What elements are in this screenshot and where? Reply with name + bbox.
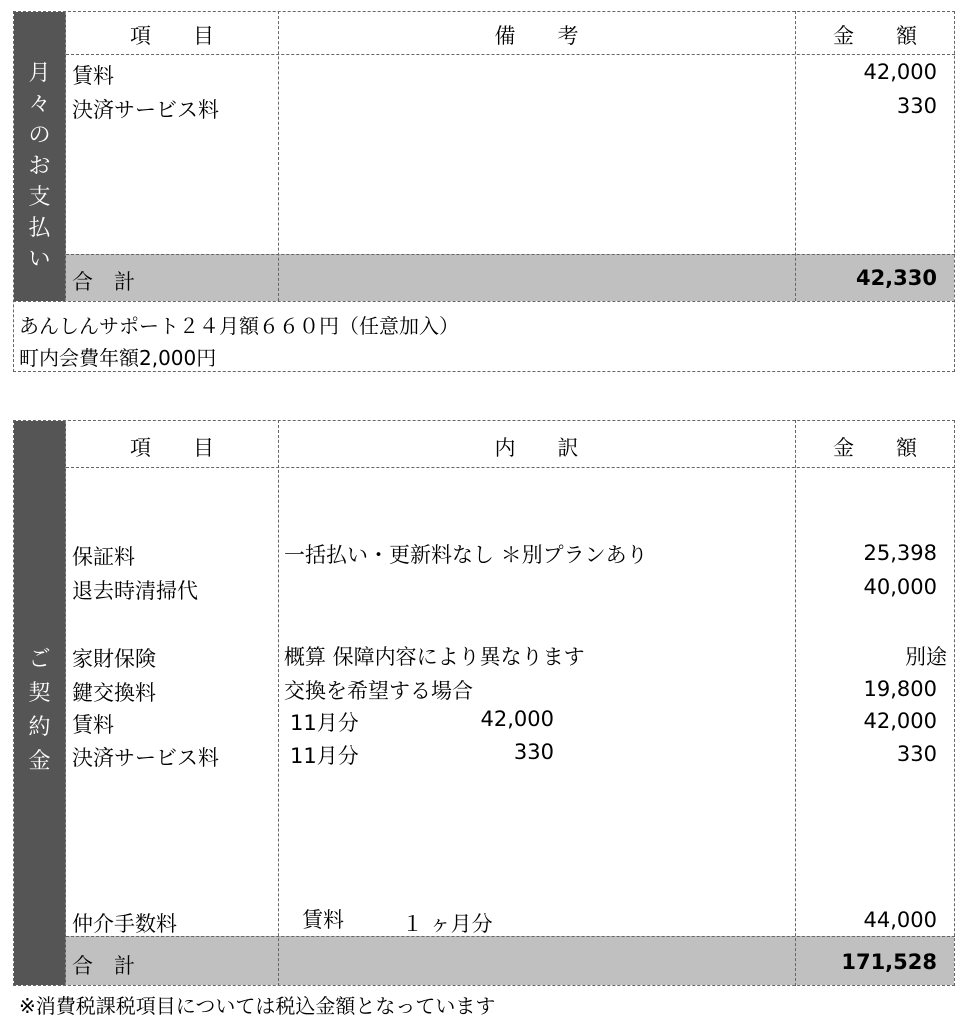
contract-row-detail: 11月分 xyxy=(290,711,359,735)
contract-row-detail: 賃料 xyxy=(302,908,344,932)
monthly-row-item: 賃料 xyxy=(72,64,114,88)
monthly-header-amount: 金 額 xyxy=(833,24,917,48)
contract-header-detail: 内 訳 xyxy=(494,436,579,460)
monthly-row-amount: 42,000 xyxy=(863,60,937,84)
side-char: の xyxy=(28,123,51,148)
contract-header-amount: 金 額 xyxy=(833,436,917,460)
contract-side-label xyxy=(14,421,66,985)
contract-row-amount: 330 xyxy=(896,742,937,766)
monthly-note: 町内会費年額2,000円 xyxy=(19,346,217,370)
contract-row-detail: 一括払い・更新料なし ＊別プランあり xyxy=(284,543,648,567)
contract-row-amount: 42,000 xyxy=(863,709,937,733)
contract-row-item: 仲介手数料 xyxy=(72,912,177,936)
side-char: ご xyxy=(28,647,51,672)
contract-row-amount: 44,000 xyxy=(863,908,937,932)
contract-row-amount: 別途 xyxy=(905,645,947,669)
contract-row-item: 家財保険 xyxy=(72,647,156,671)
monthly-side-label xyxy=(14,12,66,301)
contract-row-detail: 交換を希望する場合 xyxy=(284,679,473,703)
side-char: 々 xyxy=(28,92,51,117)
monthly-row-item: 決済サービス料 xyxy=(72,98,219,122)
contract-row-item: 賃料 xyxy=(72,713,114,737)
contract-row-detail-amount: 42,000 xyxy=(480,707,554,731)
contract-row-amount: 40,000 xyxy=(863,575,937,599)
side-char: 払 xyxy=(28,216,51,241)
contract-row-detail: 概算 保障内容により異なります xyxy=(284,645,585,669)
contract-row-amount: 19,800 xyxy=(863,677,937,701)
contract-row-detail-amount: 330 xyxy=(513,740,554,764)
contract-row-item: 保証料 xyxy=(72,545,135,569)
footnote: ※消費税課税項目については税込金額となっています xyxy=(19,994,496,1018)
monthly-row-amount: 330 xyxy=(896,94,937,118)
contract-total-amount: 171,528 xyxy=(841,950,937,974)
contract-row-item: 鍵交換料 xyxy=(72,681,156,705)
contract-row-detail: 11月分 xyxy=(290,744,359,768)
side-char: 金 xyxy=(28,749,51,774)
monthly-total-amount: 42,330 xyxy=(855,266,937,290)
side-char: 約 xyxy=(28,715,51,740)
side-char: 契 xyxy=(28,681,51,706)
contract-row-detail-suffix: １ ヶ月分 xyxy=(402,912,493,936)
side-char: 月 xyxy=(28,61,51,86)
contract-total-label: 合 計 xyxy=(72,954,135,978)
side-char: お xyxy=(28,154,51,179)
contract-row-item: 決済サービス料 xyxy=(72,746,219,770)
side-char: 支 xyxy=(28,185,51,210)
monthly-header-remarks: 備 考 xyxy=(494,24,579,48)
contract-row-amount: 25,398 xyxy=(863,541,937,565)
side-char: い xyxy=(28,247,51,272)
monthly-total-label: 合 計 xyxy=(72,270,135,294)
monthly-header-item: 項 目 xyxy=(130,24,214,48)
monthly-note: あんしんサポート２４月額６６０円（任意加入） xyxy=(19,314,459,338)
contract-row-item: 退去時清掃代 xyxy=(72,579,198,603)
contract-header-item: 項 目 xyxy=(130,436,214,460)
